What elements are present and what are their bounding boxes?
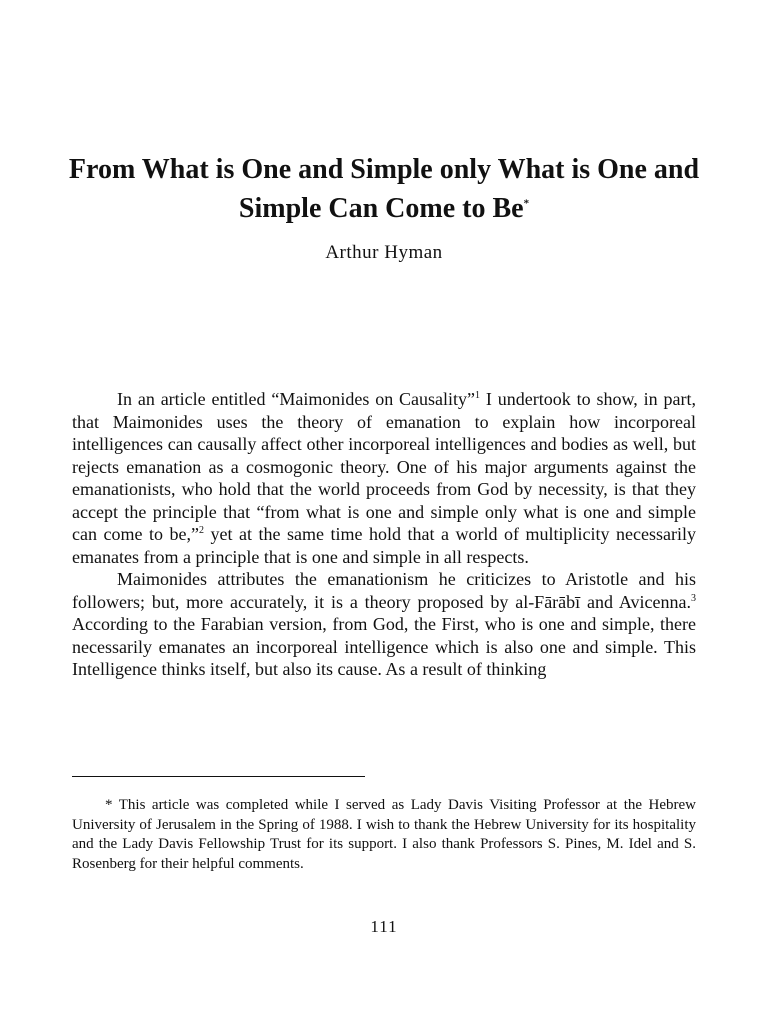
footnote: * This article was completed while I served as Lady Davis Visiting Professor at the Hebrew University of Jerusalem in the Spring of 1988. I wish to thank the Hebrew University for its hospitality and the Lady Davis Fellowship Trust for its support. I also thank Professors S. Pines, M. Idel and S. Rosenberg for their helpful comments. — [72, 797, 696, 872]
footnote-ref-2: 2 — [198, 525, 204, 536]
paragraph-text: In an article entitled “Maimonides on Causality” — [117, 389, 476, 409]
paragraph-text: yet at the same time hold that a world of multiplicity necessarily emanates from a principle that is one and simple in all respects. — [72, 524, 696, 567]
author-name: Arthur Hyman — [325, 242, 443, 263]
footnote-separator — [72, 776, 365, 777]
paragraph-text: I undertook to show, in part, that Maimonides uses the theory of emanation to explain how incorporeal intelligences can causally affect other incorporeal intelligences and bodies as well, but rejects emanation as a cosmogonic theory. One of his major arguments against the emanationists, who hold that the world proceeds from God by necessity, is that they accept the principle that “from what is one and simple only what is one and simple can come to be,” — [72, 389, 696, 544]
paragraph-text: Maimonides attributes the emanationism he criticizes to Aristotle and his followers; but, more accurately, it is a theory proposed by al-Fārābī and Avicenna. — [72, 569, 696, 612]
footnote-ref-1: 1 — [475, 390, 481, 401]
paragraph-2 — [72, 568, 696, 681]
paragraph-1 — [72, 388, 696, 568]
title-text: From What is One and Simple only What is One and Simple Can Come to Be — [68, 154, 700, 224]
footnote-ref-3: 3 — [691, 592, 696, 604]
paragraph-text: According to the Farabian version, from God, the First, who is one and simple, there necessarily emanates an incorporeal intelligence which is also one and simple. This Intelligence thinks itself, but also its cause. As a result of thinking — [72, 614, 696, 679]
page-number: 111 — [370, 917, 398, 936]
article-title — [60, 150, 708, 228]
article-body — [72, 388, 696, 681]
title-footnote-marker: * — [523, 197, 530, 210]
